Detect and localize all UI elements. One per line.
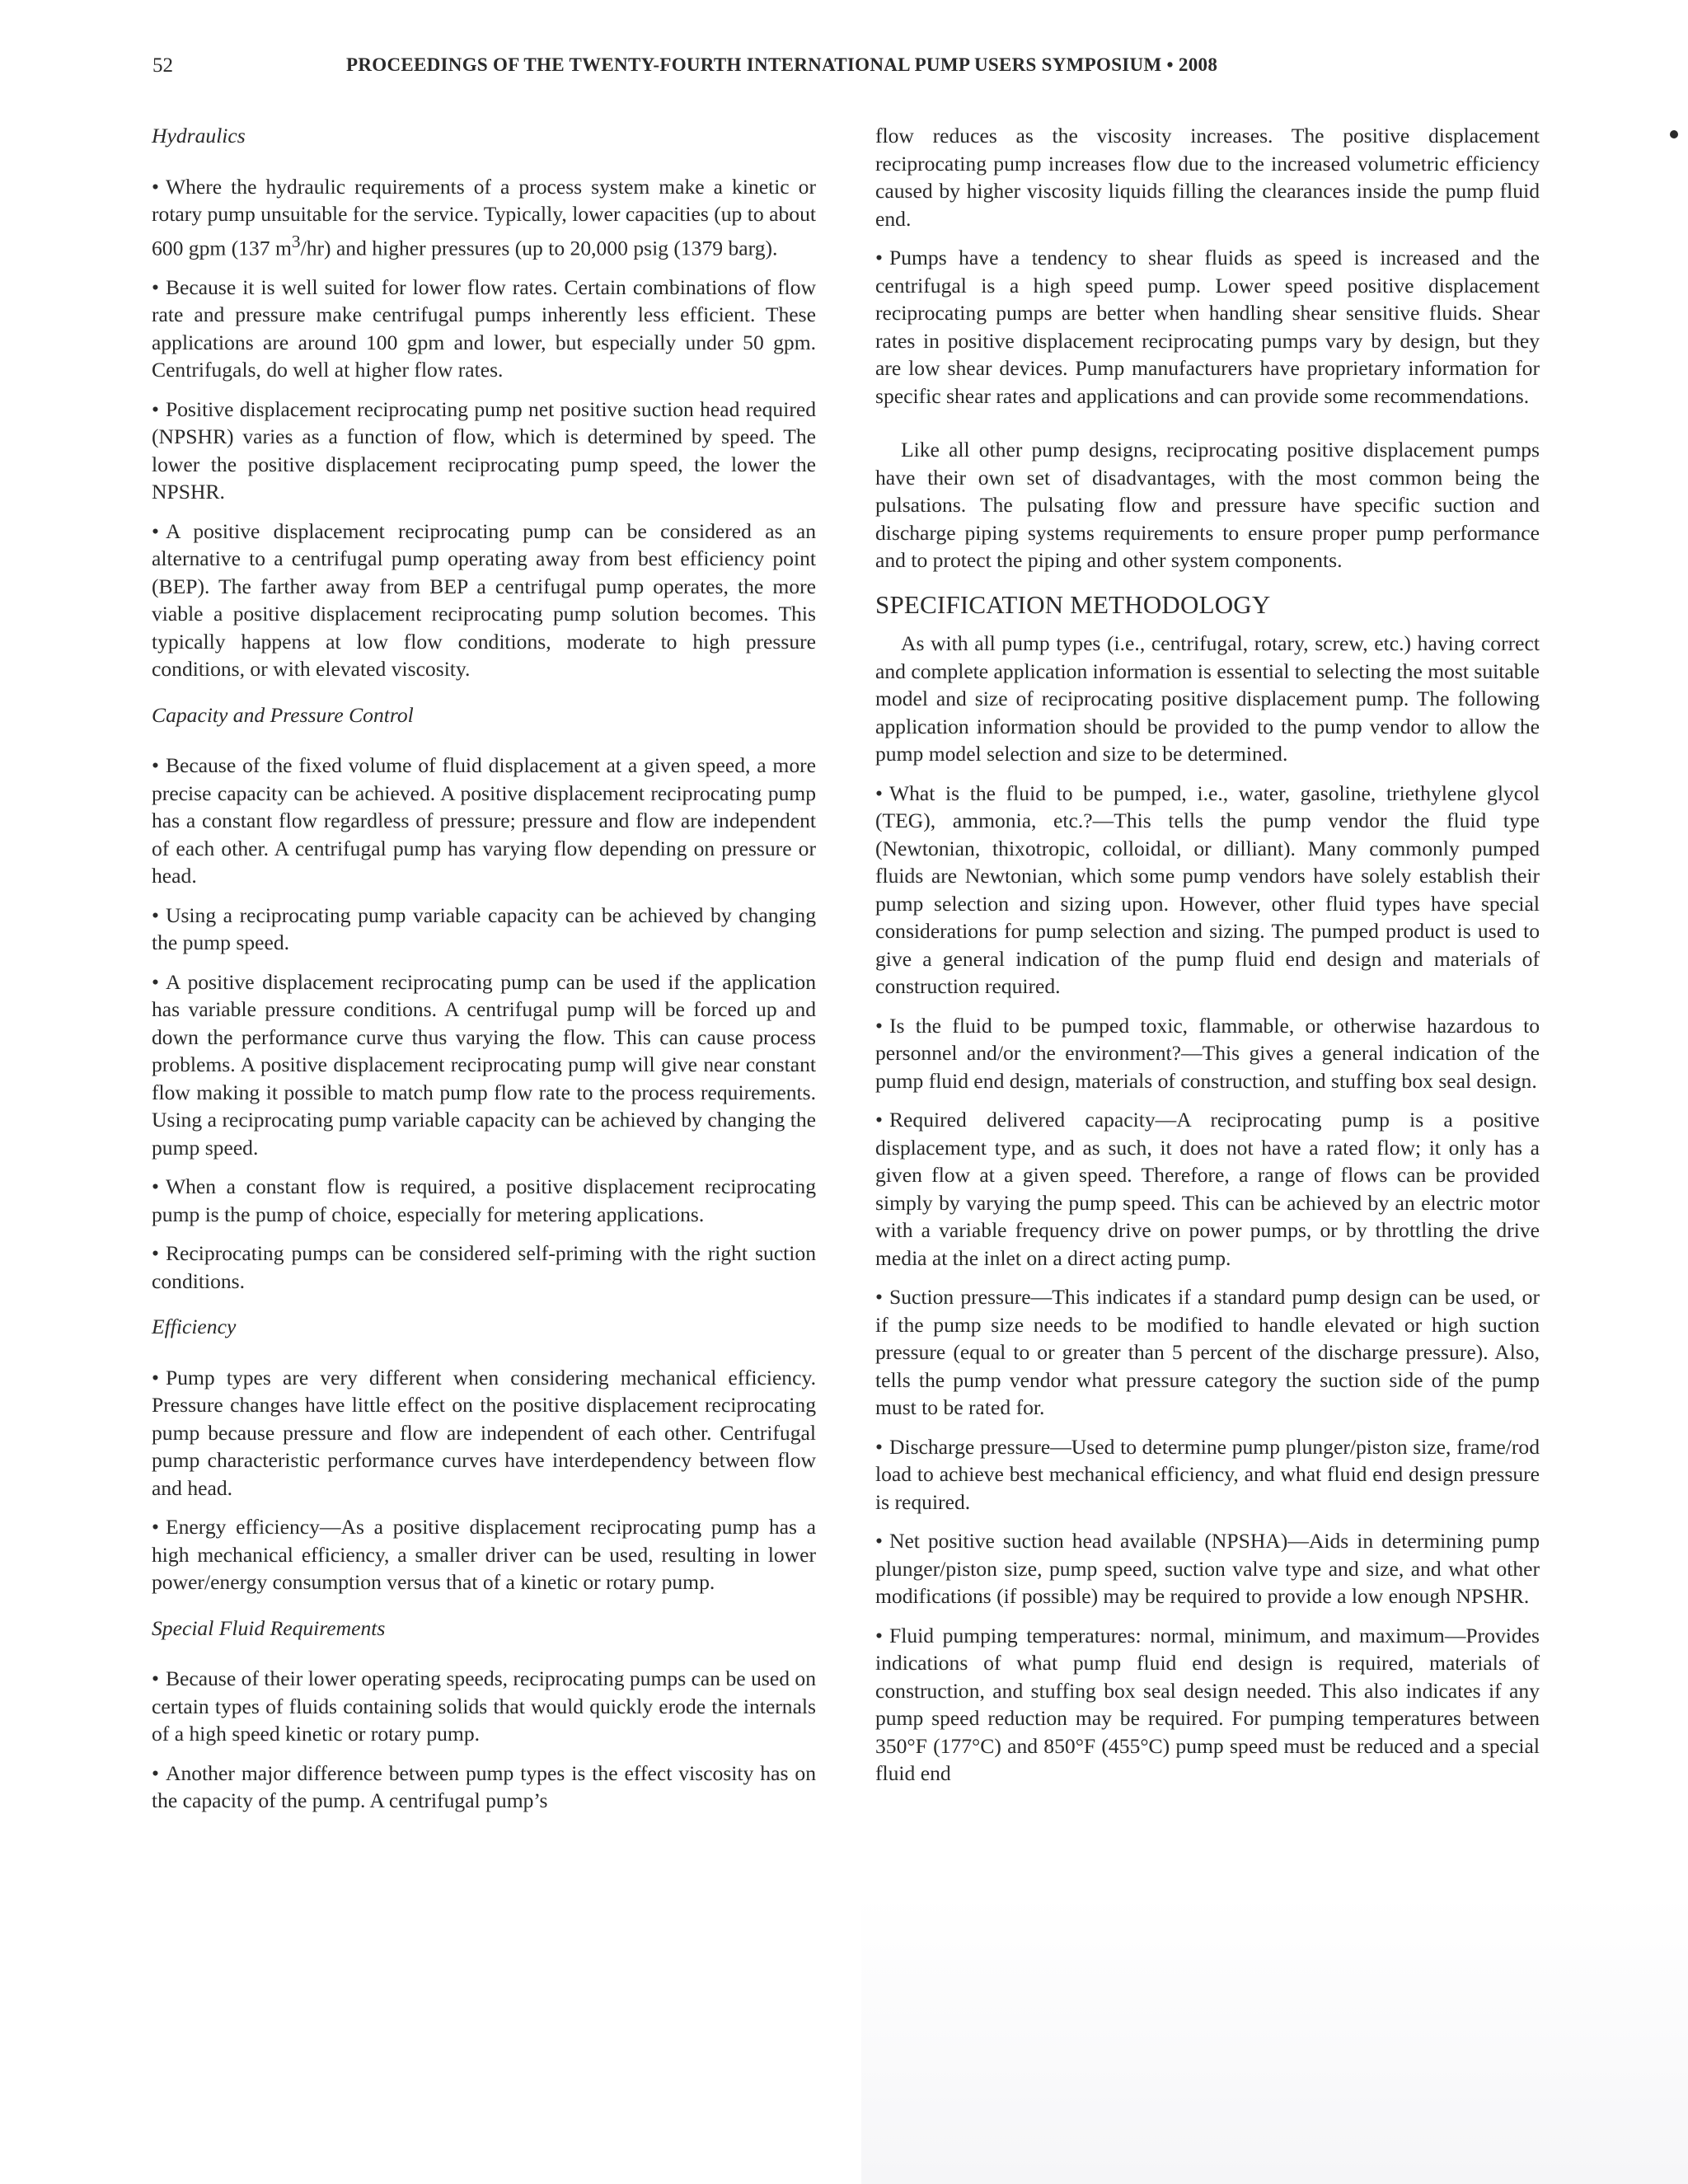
bullet-paragraph: • Because of the fixed volume of fluid displacement at a given speed, a more precise capacity can be achieved. A positive displacement reciprocating pump has a constant flow regardless of pressure; pressure and flow are independent of each other. A centrifugal pump has varying flow depending on pressure or head. (152, 753, 816, 888)
subheading-hydraulics: Hydraulics (152, 124, 246, 148)
bullet-icon: • (152, 902, 159, 927)
bullet-paragraph: • Suction pressure—This indicates if a standard pump design can be used, or if the pump size needs to be modified to handle elevated or high suction pressure (equal to or greater than 5 percent of the discharge pressure). Also, tells the pump vendor what pressure category the suction side of the pump must to be rated for. (875, 1285, 1540, 1419)
bullet-icon: • (875, 1285, 883, 1309)
bullet-icon: • (875, 780, 883, 805)
bullet-icon: • (875, 1013, 883, 1038)
bullet-icon: • (152, 1666, 159, 1691)
page-number: 52 (152, 54, 173, 77)
left-column (152, 122, 816, 1826)
running-title: PROCEEDINGS OF THE TWENTY-FOURTH INTERNATIONAL PUMP USERS SYMPOSIUM • 2008 (346, 54, 1218, 75)
subheading-special-fluid: Special Fluid Requirements (152, 1615, 386, 1640)
bullet-icon: • (875, 246, 883, 269)
bullet-icon: • (875, 1434, 883, 1459)
bullet-paragraph: • Another major difference between pump types is the effect viscosity has on the capacity of the pump. A centrifugal pump’s (152, 1760, 816, 1813)
bullet-paragraph: • Pump types are very different when considering mechanical efficiency. Pressure changes have little effect on the positive displacement reciprocating pump because pressure and flow are independent of each other. Centrifugal pump characteristic performance curves have interdependency between flow and head. (152, 1365, 816, 1500)
bullet-paragraph: • What is the fluid to be pumped, i.e., water, gasoline, triethylene glycol (TEG), ammonia, etc.?—This tells the pump vendor the fluid type (Newtonian, thixotropic, colloidal, or dilliant). Many commonly pumped fluids are Newtonian, which some pump vendors have solely establish their pump selection and sizing upon. However, other fluid types have special considerations for pump selection and sizing. The pumped product is used to give a general indication of the pump fluid end design and materials of construction required. (875, 780, 1540, 998)
subheading-capacity: Capacity and Pressure Control (152, 702, 414, 727)
bullet-paragraph: • A positive displacement reciprocating pump can be considered as an alternative to a centrifugal pump operating away from best efficiency point (BEP). The farther away from BEP a centrifugal pump operates, the more viable a positive displacement reciprocating pump solution becomes. This typically happens at low flow conditions, moderate to high pressure conditions, or with elevated viscosity. (152, 518, 816, 682)
bullet-icon: • (152, 174, 159, 199)
bullet-icon: • (875, 1529, 883, 1553)
bullet-paragraph: • Energy efficiency—As a positive displacement reciprocating pump has a high mechanical efficiency, a smaller driver can be used, resulting in lower power/energy consumption versus that of a kinetic or rotary pump. (152, 1515, 816, 1595)
right-column (875, 122, 1540, 1799)
bullet-icon: • (152, 969, 159, 994)
running-header (152, 54, 1554, 87)
bullet-paragraph: • Net positive suction head available (NPSHA)—Aids in determining pump plunger/piston size, pump speed, suction valve type and size, and what other modifications (if possible) may be required to provide a low enough NPSHR. (875, 1529, 1540, 1608)
bullet-icon: • (152, 753, 159, 778)
bullet-icon: • (152, 1515, 159, 1540)
bullet-paragraph: • When a constant flow is required, a positive displacement reciprocating pump is the pump of choice, especially for metering applications. (152, 1174, 816, 1226)
bullet-paragraph: • Reciprocating pumps can be considered self-priming with the right suction conditions. (152, 1241, 816, 1293)
bullet-icon: • (152, 396, 159, 421)
bullet-icon: • (152, 518, 159, 543)
body-paragraph: As with all pump types (i.e., centrifugal, rotary, screw, etc.) having correct and complete application information is essential to selecting the most suitable model and size of reciprocating positive displacement pump. The following application information should be provided to the pump vendor to allow the pump model selection and size to be determined. (875, 631, 1540, 766)
bullet-paragraph: • Required delivered capacity—A reciprocating pump is a positive displacement type, and as such, it does not have a rated flow; it only has a given flow at a given speed. Therefore, a range of flows can be provided simply by varying the pump speed. This can be achieved by an electric motor with a variable frequency drive on power pumps, or by throttling the drive media at the inlet on a direct acting pump. (875, 1108, 1540, 1270)
bullet-paragraph: • Fluid pumping temperatures: normal, minimum, and maximum—Provides indications of what pump fluid end design is required, materials of construction, and stuffing box seal design needed. This also indicates if any pump speed reduction may be required. For pumping temperatures between 350°F (177°C) and 850°F (455°C) pump speed must be reduced and a special fluid end (875, 1623, 1540, 1785)
section-heading-specification: SPECIFICATION METHODOLOGY (875, 589, 1271, 619)
bullet-icon: • (875, 1623, 883, 1647)
bullet-paragraph: • Pumps have a tendency to shear fluids as speed is increased and the centrifugal is a high speed pump. Lower speed positive displacement reciprocating pumps are better when handling shear sensitive fluids. Shear rates in positive displacement reciprocating pumps vary by design, but they are low shear devices. Pump manufacturers have proprietary information for specific shear rates and applications and can provide some recommendations. (875, 246, 1540, 408)
bullet-icon: • (152, 274, 159, 299)
scan-shading (861, 1896, 1688, 2184)
subheading-efficiency: Efficiency (152, 1315, 237, 1339)
bullet-paragraph: • Positive displacement reciprocating pump net positive suction head required (NPSHR) varies as a function of flow, which is determined by speed. The lower the positive displacement reciprocating pump speed, the lower the NPSHR. (152, 396, 816, 504)
bullet-icon: • (152, 1241, 159, 1266)
bullet-icon: • (875, 1108, 883, 1132)
bullet-icon: • (152, 1760, 159, 1785)
bullet-paragraph: • Using a reciprocating pump variable capacity can be achieved by changing the pump speed. (152, 902, 816, 955)
bullet-paragraph: • Where the hydraulic requirements of a process system make a kinetic or rotary pump unsuitable for the service. Typically, lower capacities (up to about 600 gpm (137 $m^3/hr$) and higher pressures (up to 20,000 psig (1379 barg). (152, 174, 816, 260)
bullet-paragraph: • Is the fluid to be pumped toxic, flammable, or otherwise hazardous to personnel and/or the environment?—This gives a general indication of the pump fluid end design, materials of construction, and stuffing box seal design. (875, 1013, 1540, 1093)
scan-mark-dot (1670, 130, 1678, 138)
bullet-paragraph: • Because of their lower operating speeds, reciprocating pumps can be used on certain types of fluids containing solids that would quickly erode the internals of a high speed kinetic or rotary pump. (152, 1666, 816, 1746)
bullet-icon: • (152, 1365, 159, 1390)
bullet-paragraph: • Discharge pressure—Used to determine pump plunger/piston size, frame/rod load to achieve best mechanical efficiency, and what fluid end design pressure is required. (875, 1434, 1540, 1514)
bullet-paragraph: • Because it is well suited for lower flow rates. Certain combinations of flow rate and pressure make centrifugal pumps inherently less efficient. These applications are around 100 gpm and lower, but especially under 50 gpm. Centrifugals, do well at higher flow rates. (152, 274, 816, 382)
continued-paragraph: flow reduces as the viscosity increases. The positive displacement reciprocating pump increases flow due to the increased volumetric efficiency caused by higher viscosity liquids filling the clearances inside the pump fluid end. (875, 124, 1540, 231)
body-paragraph: Like all other pump designs, reciprocating positive displacement pumps have their own set of disadvantages, with the most common being the pulsations. The pulsating flow and pressure have specific suction and discharge piping systems requirements to ensure proper pump performance and to protect the piping and other system components. (875, 438, 1540, 572)
bullet-paragraph: • A positive displacement reciprocating pump can be used if the application has variable pressure conditions. A centrifugal pump will be forced up and down the performance curve thus varying the flow. This can cause process problems. A positive displacement reciprocating pump will give near constant flow making it possible to match pump flow rate to the process requirements. Using a reciprocating pump variable capacity can be achieved by changing the pump speed. (152, 969, 816, 1160)
bullet-icon: • (152, 1174, 159, 1199)
